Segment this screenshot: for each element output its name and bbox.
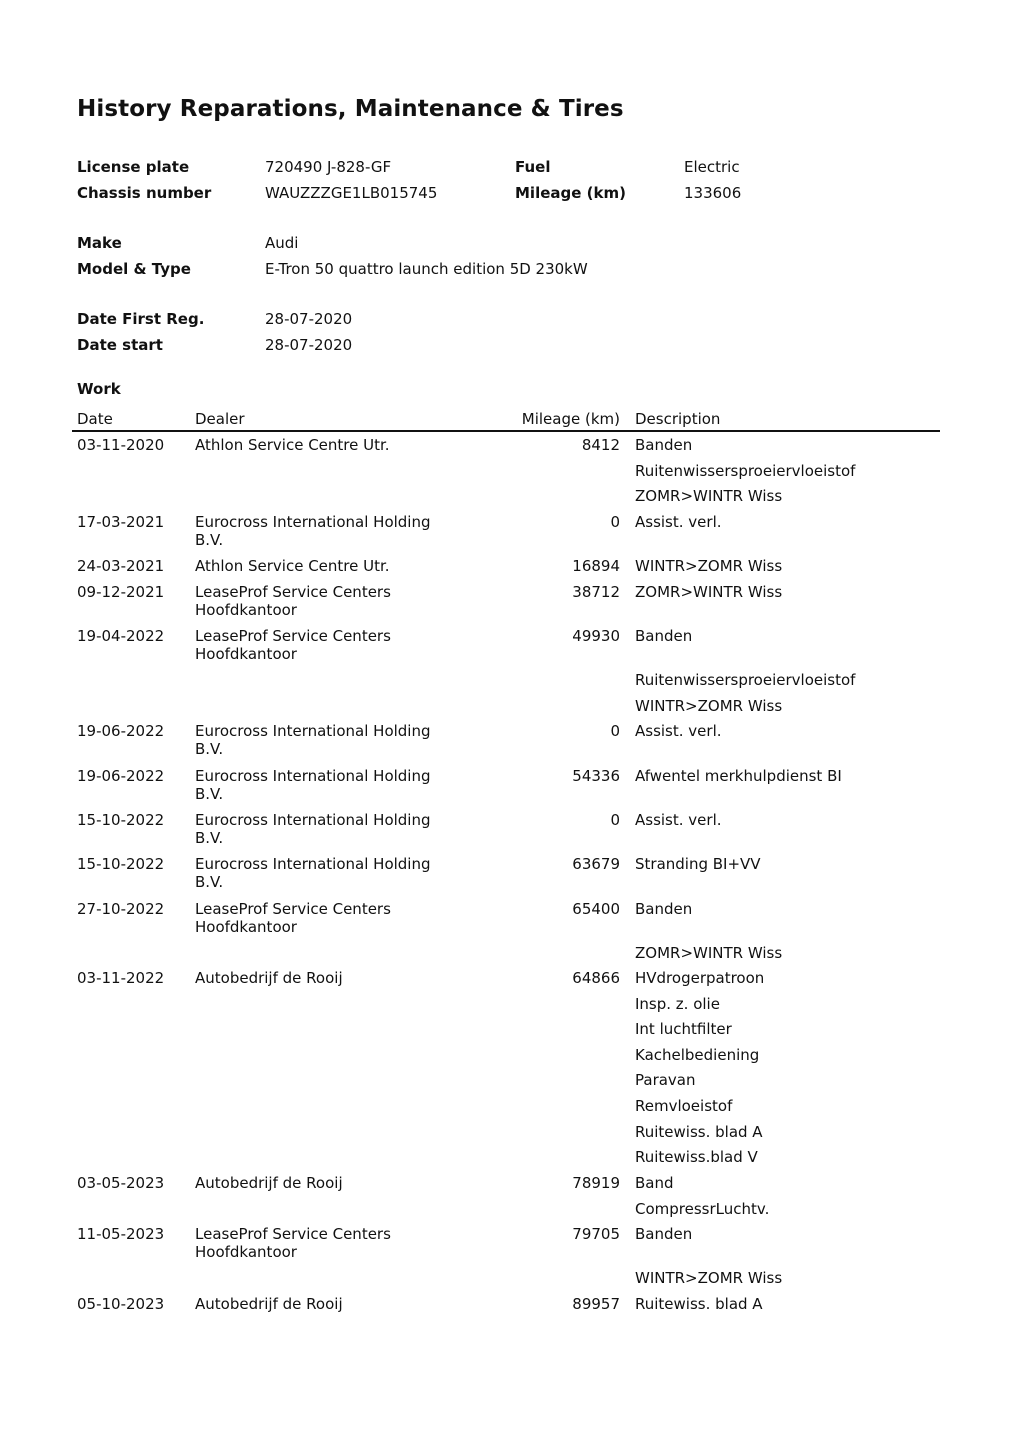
row-dealer: LeaseProf Service Centers Hoofdkantoor — [195, 900, 391, 936]
row-date: 24-03-2021 — [77, 557, 165, 575]
row-description-line: HVdrogerpatroon — [635, 969, 765, 987]
row-dealer: Eurocross International Holding B.V. — [195, 513, 431, 549]
row-dealer: Autobedrijf de Rooij — [195, 1295, 343, 1313]
row-description-line: Ruitewiss.blad V — [635, 1148, 758, 1167]
row-date: 03-05-2023 — [77, 1174, 165, 1192]
row-description-line: ZOMR>WINTR Wiss — [635, 944, 783, 962]
row-date: 15-10-2022 — [77, 811, 165, 829]
first-reg-label: Date First Reg. — [77, 310, 205, 328]
row-dealer: Eurocross International Holding B.V. — [195, 855, 431, 891]
chassis-label: Chassis number — [77, 184, 212, 202]
row-date: 03-11-2022 — [77, 969, 165, 987]
row-dealer: Athlon Service Centre Utr. — [195, 557, 390, 575]
row-date: 19-04-2022 — [77, 627, 165, 645]
chassis-value: WAUZZZGE1LB015745 — [265, 184, 438, 202]
date-start-value: 28-07-2020 — [265, 336, 353, 354]
row-description-line: Banden — [635, 436, 693, 454]
row-dealer: Eurocross International Holding B.V. — [195, 722, 431, 758]
row-description-line: Banden — [635, 900, 693, 918]
row-description-line: Ruitewiss. blad A — [635, 1295, 763, 1313]
row-description-line: ZOMR>WINTR Wiss — [635, 583, 783, 601]
row-description-line: CompressrLuchtv. — [635, 1199, 770, 1218]
row-dealer: LeaseProf Service Centers Hoofdkantoor — [195, 627, 391, 663]
row-date: 05-10-2023 — [77, 1295, 165, 1313]
row-description-line: Banden — [635, 627, 693, 645]
license-plate-label: License plate — [77, 158, 190, 176]
row-date: 11-05-2023 — [77, 1225, 165, 1243]
fuel-value: Electric — [684, 158, 740, 176]
row-description-line: WINTR>ZOMR Wiss — [635, 557, 783, 575]
row-description-line: Band — [635, 1174, 674, 1192]
fuel-label: Fuel — [515, 158, 551, 176]
column-header-mileage: Mileage (km) — [521, 410, 620, 428]
row-description-line: Remvloeistof — [635, 1097, 733, 1115]
row-date: 27-10-2022 — [77, 900, 165, 918]
row-description-line: Kachelbediening — [635, 1045, 760, 1064]
row-dealer: Autobedrijf de Rooij — [195, 969, 343, 987]
column-header-description: Description — [635, 410, 721, 428]
row-date: 09-12-2021 — [77, 583, 165, 601]
row-date: 19-06-2022 — [77, 767, 165, 785]
row-mileage: 89957 — [572, 1295, 620, 1313]
row-dealer: Autobedrijf de Rooij — [195, 1174, 343, 1192]
row-description-line: Assist. verl. — [635, 811, 722, 829]
row-dealer: LeaseProf Service Centers Hoofdkantoor — [195, 583, 391, 619]
row-description-line: ZOMR>WINTR Wiss — [635, 487, 783, 506]
row-mileage: 63679 — [572, 855, 620, 873]
column-header-dealer: Dealer — [195, 410, 245, 428]
column-header-date: Date — [77, 410, 113, 428]
row-mileage: 65400 — [572, 900, 620, 918]
make-label: Make — [77, 234, 122, 252]
row-description-line: Ruitewiss. blad A — [635, 1122, 763, 1141]
row-description-line: Afwentel merkhulpdienst BI — [635, 767, 842, 785]
header-divider — [72, 430, 940, 432]
row-mileage: 8412 — [581, 436, 620, 454]
row-mileage: 16894 — [572, 557, 620, 575]
row-dealer: LeaseProf Service Centers Hoofdkantoor — [195, 1225, 391, 1261]
row-description-line: Insp. z. olie — [635, 994, 720, 1013]
date-start-label: Date start — [77, 336, 163, 354]
mileage-label: Mileage (km) — [515, 184, 626, 202]
row-description-line: WINTR>ZOMR Wiss — [635, 1269, 783, 1287]
row-description-line: Banden — [635, 1225, 693, 1243]
row-mileage: 0 — [610, 811, 620, 829]
row-mileage: 0 — [610, 513, 620, 531]
row-date: 17-03-2021 — [77, 513, 165, 531]
row-dealer: Athlon Service Centre Utr. — [195, 436, 390, 454]
row-description-line: Ruitenwissersproeiervloeistof — [635, 461, 856, 480]
model-value: E-Tron 50 quattro launch edition 5D 230kW — [265, 260, 588, 278]
row-mileage: 64866 — [572, 969, 620, 987]
row-dealer: Eurocross International Holding B.V. — [195, 811, 431, 847]
row-mileage: 49930 — [572, 627, 620, 645]
license-plate-value: 720490 J-828-GF — [265, 158, 392, 176]
make-value: Audi — [265, 234, 299, 252]
first-reg-value: 28-07-2020 — [265, 310, 353, 328]
row-date: 03-11-2020 — [77, 436, 165, 454]
row-mileage: 38712 — [572, 583, 620, 601]
work-heading: Work — [77, 380, 121, 398]
row-mileage: 0 — [610, 722, 620, 740]
row-mileage: 54336 — [572, 767, 620, 785]
row-description-line: Stranding BI+VV — [635, 855, 761, 873]
row-dealer: Eurocross International Holding B.V. — [195, 767, 431, 803]
row-date: 19-06-2022 — [77, 722, 165, 740]
row-description-line: WINTR>ZOMR Wiss — [635, 696, 783, 715]
row-description-line: Int luchtfilter — [635, 1020, 732, 1039]
row-description-line: Assist. verl. — [635, 722, 722, 740]
mileage-value: 133606 — [684, 184, 742, 202]
page-title: History Reparations, Maintenance & Tires — [77, 96, 624, 122]
row-date: 15-10-2022 — [77, 855, 165, 873]
row-description-line: Assist. verl. — [635, 513, 722, 531]
model-label: Model & Type — [77, 260, 191, 278]
row-mileage: 78919 — [572, 1174, 620, 1192]
row-description-line: Ruitenwissersproeiervloeistof — [635, 671, 856, 689]
row-description-line: Paravan — [635, 1071, 696, 1090]
row-mileage: 79705 — [572, 1225, 620, 1243]
